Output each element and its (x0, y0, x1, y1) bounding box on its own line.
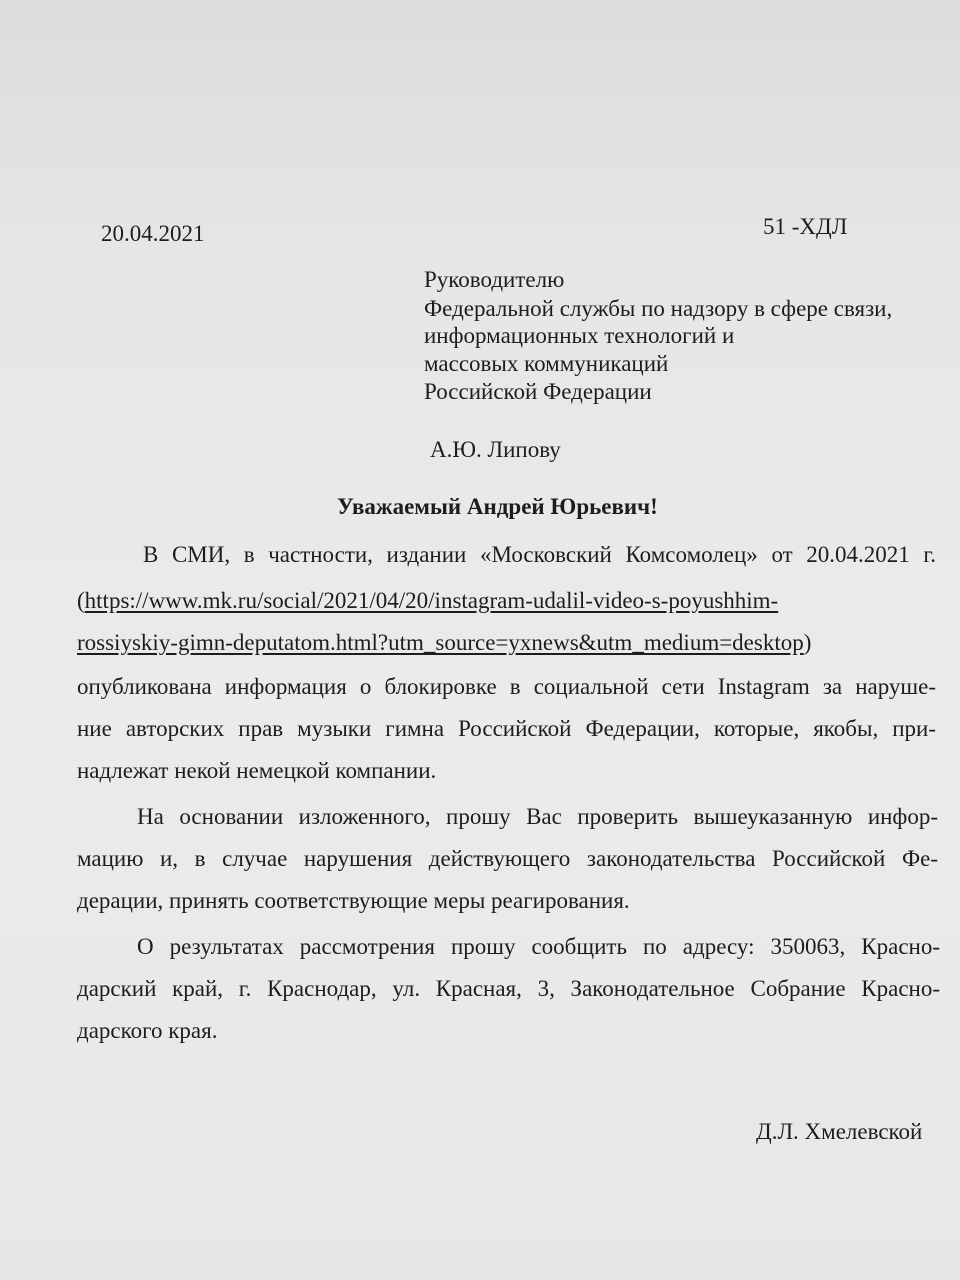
paragraph-line: опубликована информация о блокировке в социальной сети Instagram за наруше- (77, 674, 936, 699)
addressee-name: А.Ю. Липову (430, 437, 561, 462)
paragraph-line: дарского края. (77, 1018, 218, 1043)
paragraph-line: О результатах рассмотрения прошу сообщить по адресу: 350063, Красно- (137, 934, 940, 959)
publication-date: от 20.04.2021 г. (771, 542, 937, 567)
addressee-line: массовых коммуникаций (424, 351, 669, 376)
addressee-line: Руководителю (424, 267, 565, 292)
close-paren: ) (803, 630, 812, 655)
paragraph-line: дерации, принять соответствующие меры реагирования. (77, 888, 630, 913)
paragraph-line (143, 541, 936, 569)
addressee-line: Российской Федерации (424, 379, 652, 404)
signature: Д.Л. Хмелевской (756, 1119, 923, 1144)
source-link-continued[interactable]: rossiyskiy-gimn-deputatom.html?utm_source=yxnews&utm_medium=desktop (77, 630, 804, 655)
salutation: Уважаемый Андрей Юрьевич! (337, 494, 658, 519)
paragraph-line: дарский край, г. Краснодар, ул. Красная, 3, Законодательное Собрание Красно- (77, 976, 940, 1001)
reference-number: 51 -ХДЛ (763, 214, 848, 239)
paragraph-line (77, 587, 778, 615)
paragraph-line: ние авторских прав музыки гимна Российской Федерации, которые, якобы, при- (77, 716, 936, 741)
addressee-line: Федеральной службы по надзору в сфере связи, (424, 296, 893, 321)
letter-date: 20.04.2021 (101, 221, 205, 246)
open-paren: ( (77, 588, 85, 613)
source-link[interactable]: https://www.mk.ru/social/2021/04/20/instagram-udalil-video-s-poyushhim- (84, 588, 779, 613)
paragraph-line: надлежат некой немецкой компании. (77, 758, 437, 783)
paragraph-line: На основании изложенного, прошу Вас проверить вышеуказанную инфор- (137, 804, 938, 829)
paragraph-text: В СМИ, в частности, издании «Московский Комсомолец» (143, 542, 758, 567)
addressee-line: информационных технологий и (424, 323, 735, 348)
paragraph-line: мацию и, в случае нарушения действующего законодательства Российской Фе- (77, 846, 938, 871)
paragraph-line (77, 629, 811, 657)
